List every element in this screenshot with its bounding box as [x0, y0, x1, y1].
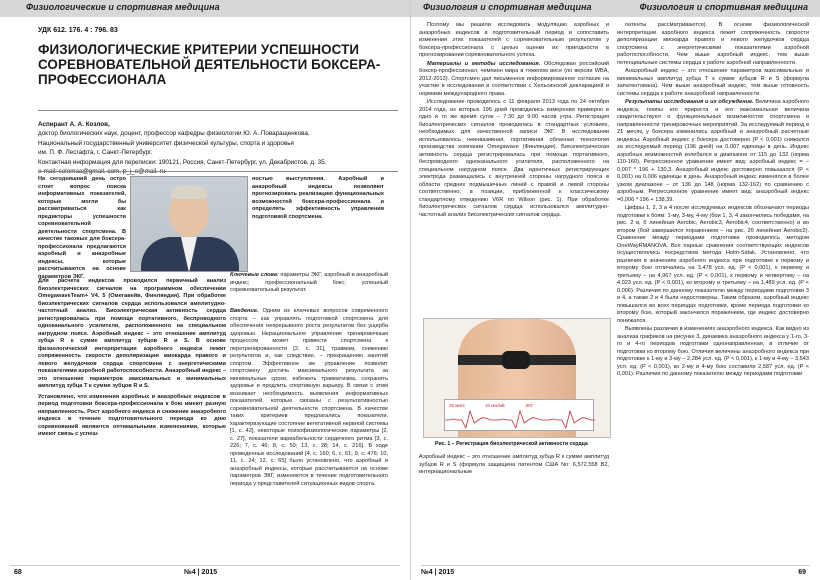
keywords-label: Ключевые слова:: [230, 272, 279, 278]
results-label: Результаты исследования и их обсуждение.: [625, 99, 754, 105]
ecg-waveform: [445, 411, 595, 428]
intro-text: Одним из ключевых вопросов современного спорта – как управлять подготовкой спортсмена для обеспечения непрерывного роста результатов без ущерба здоровью. Нерациональное управление тренировочным процессом может привести спортсмена к перетренированности [2, с. 31], травмам, снижению результатов и, как следствие, – прекращению занятий спортом. Эффективное же управление позволит спортсмену достичь максимального результата за минимальные сроки, избежать травматизма, сохранить здоровье и продлить спортивную карьеру. В связи с этим возникает необходимость выявления информативных показателей, которые связаны с результативностью соревновательной деятельности спортсмена. В качестве таких критериев предлагались показатели, характеризующие состояние вегетативной нервной системы [1, с. 42], некоторые психофизиологические параметры [2, с. 27], показатели вариабельности сердечного ритма [3, с. 226; 7, с. 46; 8, с. 50; 13, с. 28; 14, с. 216]. В ходе проведенных исследований [4, с. 160; 6, с. 61; 9, с. 476; 10, 11, с. 24; 12, с. 65] было установлено, что аэробный и анаэробный индексы, которые рассчитываются на основе параметров ЭКГ, изменяются в течение подготовительного периода у представителей ситуационных видов спорта.: [230, 308, 388, 487]
results-text-2: Цифры 1, 2, 3 и 4 после исследуемых индексов обозначают периоды подготовки к боям: 1-му, 3-му, 4-му (бои 1, 3, 4 закончились победами, на рис. 2 в, б линейная Aerobic, Aerobic3, Aerobic4, соответственно) и во втором (бой завершился поражением – на рис. 2б линейная Aerobic2). Сравнение между периодами подготовки проводилось методом OneWayRMANOVA. Все парные сравнения соответствующих индексов осуществлялись посредством метода Holm-Sidak. Установлено, что различия в значениях аэробного индекса при подготовке к первому и второму бою отличались на 3,478 усл. ед. (P < 0,001), к первому и третьему – на 4,967 усл. ед. (P < 0,001), к первому и четвертому – на 4,023 усл. ед. (P < 0,001), ко второму и третьему – на 1,489 усл. ед. (P < 0,006). Различия по данному показателю между периодами подготовки 3 и 4, а также 2 и 4 были недостоверны. Таким образом, аэробный индекс повышался во всех периодах подготовки, кроме периода подготовки ко второму бою, который закончился поражением, где индекс достоверно понижался.: [617, 205, 809, 324]
abstract-part-c: [38, 278, 226, 439]
left-page-number: 68: [14, 569, 22, 576]
figure-ecg-registration: [423, 318, 611, 438]
right-issue-number: №4 | 2015: [421, 569, 455, 576]
author-block: [38, 120, 400, 176]
anaerobic-index-explanation: Анаэробный индекс – это отношение параметров максимальных и минимальных амплитуд зубца Т к сумме зубцов R и S (формула запатентована). Чем выше анаэробный индекс, тем выше готовность системы сердца к работе анаэробной направленности.: [617, 68, 809, 97]
left-running-head: Физиологические и спортивная медицина: [26, 2, 220, 12]
right-running-head-right: Физиология и спортивная медицина: [639, 2, 808, 12]
figure-caption: Рис. 1 – Регистрация биоэлектрической активности сердца: [435, 441, 588, 447]
abstract-part-a: На сегодняшний день остро стоит вопрос поиска информативных показателей, которые могли бы рассматриваться как предикторы успешности соревновательной деятельности спортсмена. В качестве таковых для боксера-профессионала предлагаются аэробный и анаэробные индексы, которые рассчитываются на основе параметров ЭКГ.: [38, 176, 126, 280]
right-column-2: [617, 22, 809, 380]
author-city: им. П. Ф. Лесгафта, г. Санкт-Петербург.: [38, 149, 153, 157]
right-column-1-lower: Аэробный индекс – это отношение амплитуд зубца R к сумме амплитуд зубцов R и S (формула защищена патентом США No: 6,572,558 B2, интернациональные: [419, 454, 609, 475]
left-footer-rule: [10, 565, 400, 566]
right-intro-paragraph: Поэтому мы решили исследовать модуляцию аэробных и анаэробных индексов в подготовительный период и сопоставить изменения этих показателей с соревновательным результатом у боксера-профессионала с целью оценки их пригодности в прогнозировании соревновательного успеха.: [419, 22, 609, 58]
abstract-method-text: Для расчета индексов проводился первичный анализ биоэлектрических сигналов на программном обеспечении OmegawaveTeam+ V4. 5 (Омегавейв, Финляндия). При обработке биоэлектрических сигналов сердца использовался амплитудно-частотный анализ.: [38, 278, 226, 314]
ecg-legend-gain: 10 мм/мВ: [485, 403, 505, 408]
photo-hair: [171, 185, 207, 199]
abstract-result-text: Установлено, что изменения аэробных и анаэробных индексов в период подготовки боксера-профессионала к бою имеют разную направленность. Рост аэробного индекса и снижение анаэробного индекса в течение подготовительного периода ко дню соревнований являются оптимальными изменениями, которые имеют связь с успеш-: [38, 393, 226, 437]
abstract-signal-text: Биоэлектрическая активность сердца регистрировалась при помощи портативного, беспроводного одноканального усилителя, расположенного на специальном нагрудном поясе. Аэробный индекс – это отношение амплитуд зубца R к сумме амплитуд зубцов R и S. В основе физиологической интерпретации аэробного индекса лежит сопряженность скорости деполяризации миокарда правого и левого желудочков сердца спортсмена с энергетическими показателями аэробной работоспособности. Анаэробный индекс – это отношение параметров максимальных и минимальных амплитуд зубца Т к сумме зубцов R и S.: [38, 308, 226, 389]
right-footer-rule: [421, 565, 810, 566]
figure-sensor-pod: [502, 351, 530, 369]
figure-ecg-panel: [444, 399, 594, 431]
author-name: Аспирант А. А. Козлов,: [38, 121, 110, 128]
ecg-legend-label: ЭКГ: [525, 403, 534, 408]
methods-text: Обследован российский боксер-профессионал, чемпион мира в тяжелом весе (по версии WBA, 2012-2013). Спортсмен дал письменное информированное согласие на участие в исследовании в соответствии с Хельсинской декларацией и нормами международного права.: [419, 60, 609, 97]
keywords: [230, 272, 388, 295]
author-photo: [130, 176, 248, 272]
ecg-legend-speed: 25 мм/с: [449, 403, 465, 408]
contact-info: Контактная информация для переписки: 190121, Россия, Санкт-Петербург, ул. Декабристов, д. 35.: [38, 158, 327, 166]
title-divider: [38, 110, 398, 111]
abstract-part-b: ностью выступления. Аэробный и анаэробный индексы позволяют прогнозировать реализацию функциональных возможностей боксера-профессионала и определять эффективность управления подготовкой спортсмена.: [252, 176, 384, 220]
authors-divider: [38, 171, 398, 172]
introduction: [230, 308, 388, 488]
udk-code: УДК 612. 176. 4 : 796. 83: [38, 27, 118, 34]
intro-label: Введение.: [230, 308, 259, 314]
left-issue-number: №4 | 2015: [184, 569, 218, 576]
results-text-3: Выявлены различия в изменениях анаэробного индекса. Как видно из анализа графиков на рисунке 3, динамика анаэробного индекса у 1-го, 3-го и 4-го периодов подготовки однонаправленная, в отличие от подготовки ко второму бою. Отличия величины анаэробного индекса при подготовке к 1-му и 3-му – 2,284 усл. ед. (P < 0,001), к 1-му и 4-му – 3,543 усл. ед. (P < 0,001), ко 2-му и 4-му бою составили 2,587 усл. ед. (P < 0,001). Различия по данному показателю между периодами подготовки: [617, 326, 809, 377]
aerobic-index-explanation: патенты рассматриваются). В основе физиологической интерпретации аэробного индекса лежит сопряженность скорости деполяризации миокарда правого и левого желудочков сердца спортсмена с энергетическими показателями аэробной работоспособности. Чем выше аэробный индекс, тем выше потенциальные системы сердца к работе аэробной направленности.: [617, 22, 809, 66]
methods-label: Материалы и методы исследования.: [427, 60, 541, 67]
methods-text-2: Исследование проводилось с 11 февраля 2013 года по 24 октября 2014 года, из которых 196 дней проводились измерения примерно в одно и то же время суток – 7:30 до 9:00 часов утра. Регистрация биоэлектрических сигналов проводилась в стандартных условиях, необходимых для качественной записи ЭКГ. В исследовании использовалось неинвазивная, портативная облачная технология производства компании Omegawave (Финляндия). Биоэлектрическая активность сердца регистрировалась при помощи портативного, беспроводного одноканального усилителя, расположенного на специальном нагрудном поясе. Два идентичных регистрирующих электрода размещались с внутренней стороны нагрудного пояса в области средних подмышечных линий с правой и левой стороны соответственно, в позиции, приближенной к классическому стандартному отведению V6R по Wilson (рис. 1). При обработке биоэлектрических сигналов сердца использовался амплитудно-частотный анализ биоэлектрических сигналов сердца.: [419, 99, 609, 218]
right-running-head-left: Физиология и спортивная медицина: [423, 2, 592, 12]
ecg-trace: [445, 400, 595, 432]
article-title: ФИЗИОЛОГИЧЕСКИЕ КРИТЕРИИ УСПЕШНОСТИ СОРЕВНОВАТЕЛЬНОЙ ДЕЯТЕЛЬНОСТИ БОКСЕРА-ПРОФЕССИОНАЛА: [38, 42, 381, 87]
right-page-number: 69: [798, 569, 806, 576]
keywords-text: параметры ЭКГ; аэробный и анаэробный индекс; профессиональный бокс; успешный соревновательный результат.: [230, 272, 388, 293]
author-affiliation: Национальный государственный университет физической культуры, спорта и здоровья: [38, 139, 294, 147]
results-text: Величина аэробного индекса, темпы его прироста и его максимальная величина свидетельствуют о функциональных возможностях спортсмена и направленности тренировочных мероприятий. За исследуемый период в 21 месяц у боксера изменились аэробный и анаэробный расчетные индексы. Аэробный индекс у боксера достоверно (P < 0,001) снижался за исследуемый период (196 дней) на 0,007 единицы в день. Индекс аэробных возможностей колебался в диапазоне от 115 до 132 (норма 110-160). Регрессионное уравнение имеет вид: аэробный индекс = – 0,007 * 196 + 130,3. Анаэробный индекс достоверно повышался (P < 0,001) на 0,006 единицы в день. Анаэробный индекс изменялся в более узком диапазоне – от 136 до 148 (норма 132-162) по сравнению с аэробным. Регрессионное уравнение имеет вид: анаэробный индекс =0,006 * 196 + 138,39.: [617, 99, 809, 203]
right-page: [410, 0, 820, 580]
author-credentials: доктор биологических наук, доцент, профессор кафедры физиологии Ю. А. Поваращенкова,: [38, 130, 310, 138]
right-column-1: [419, 22, 609, 220]
